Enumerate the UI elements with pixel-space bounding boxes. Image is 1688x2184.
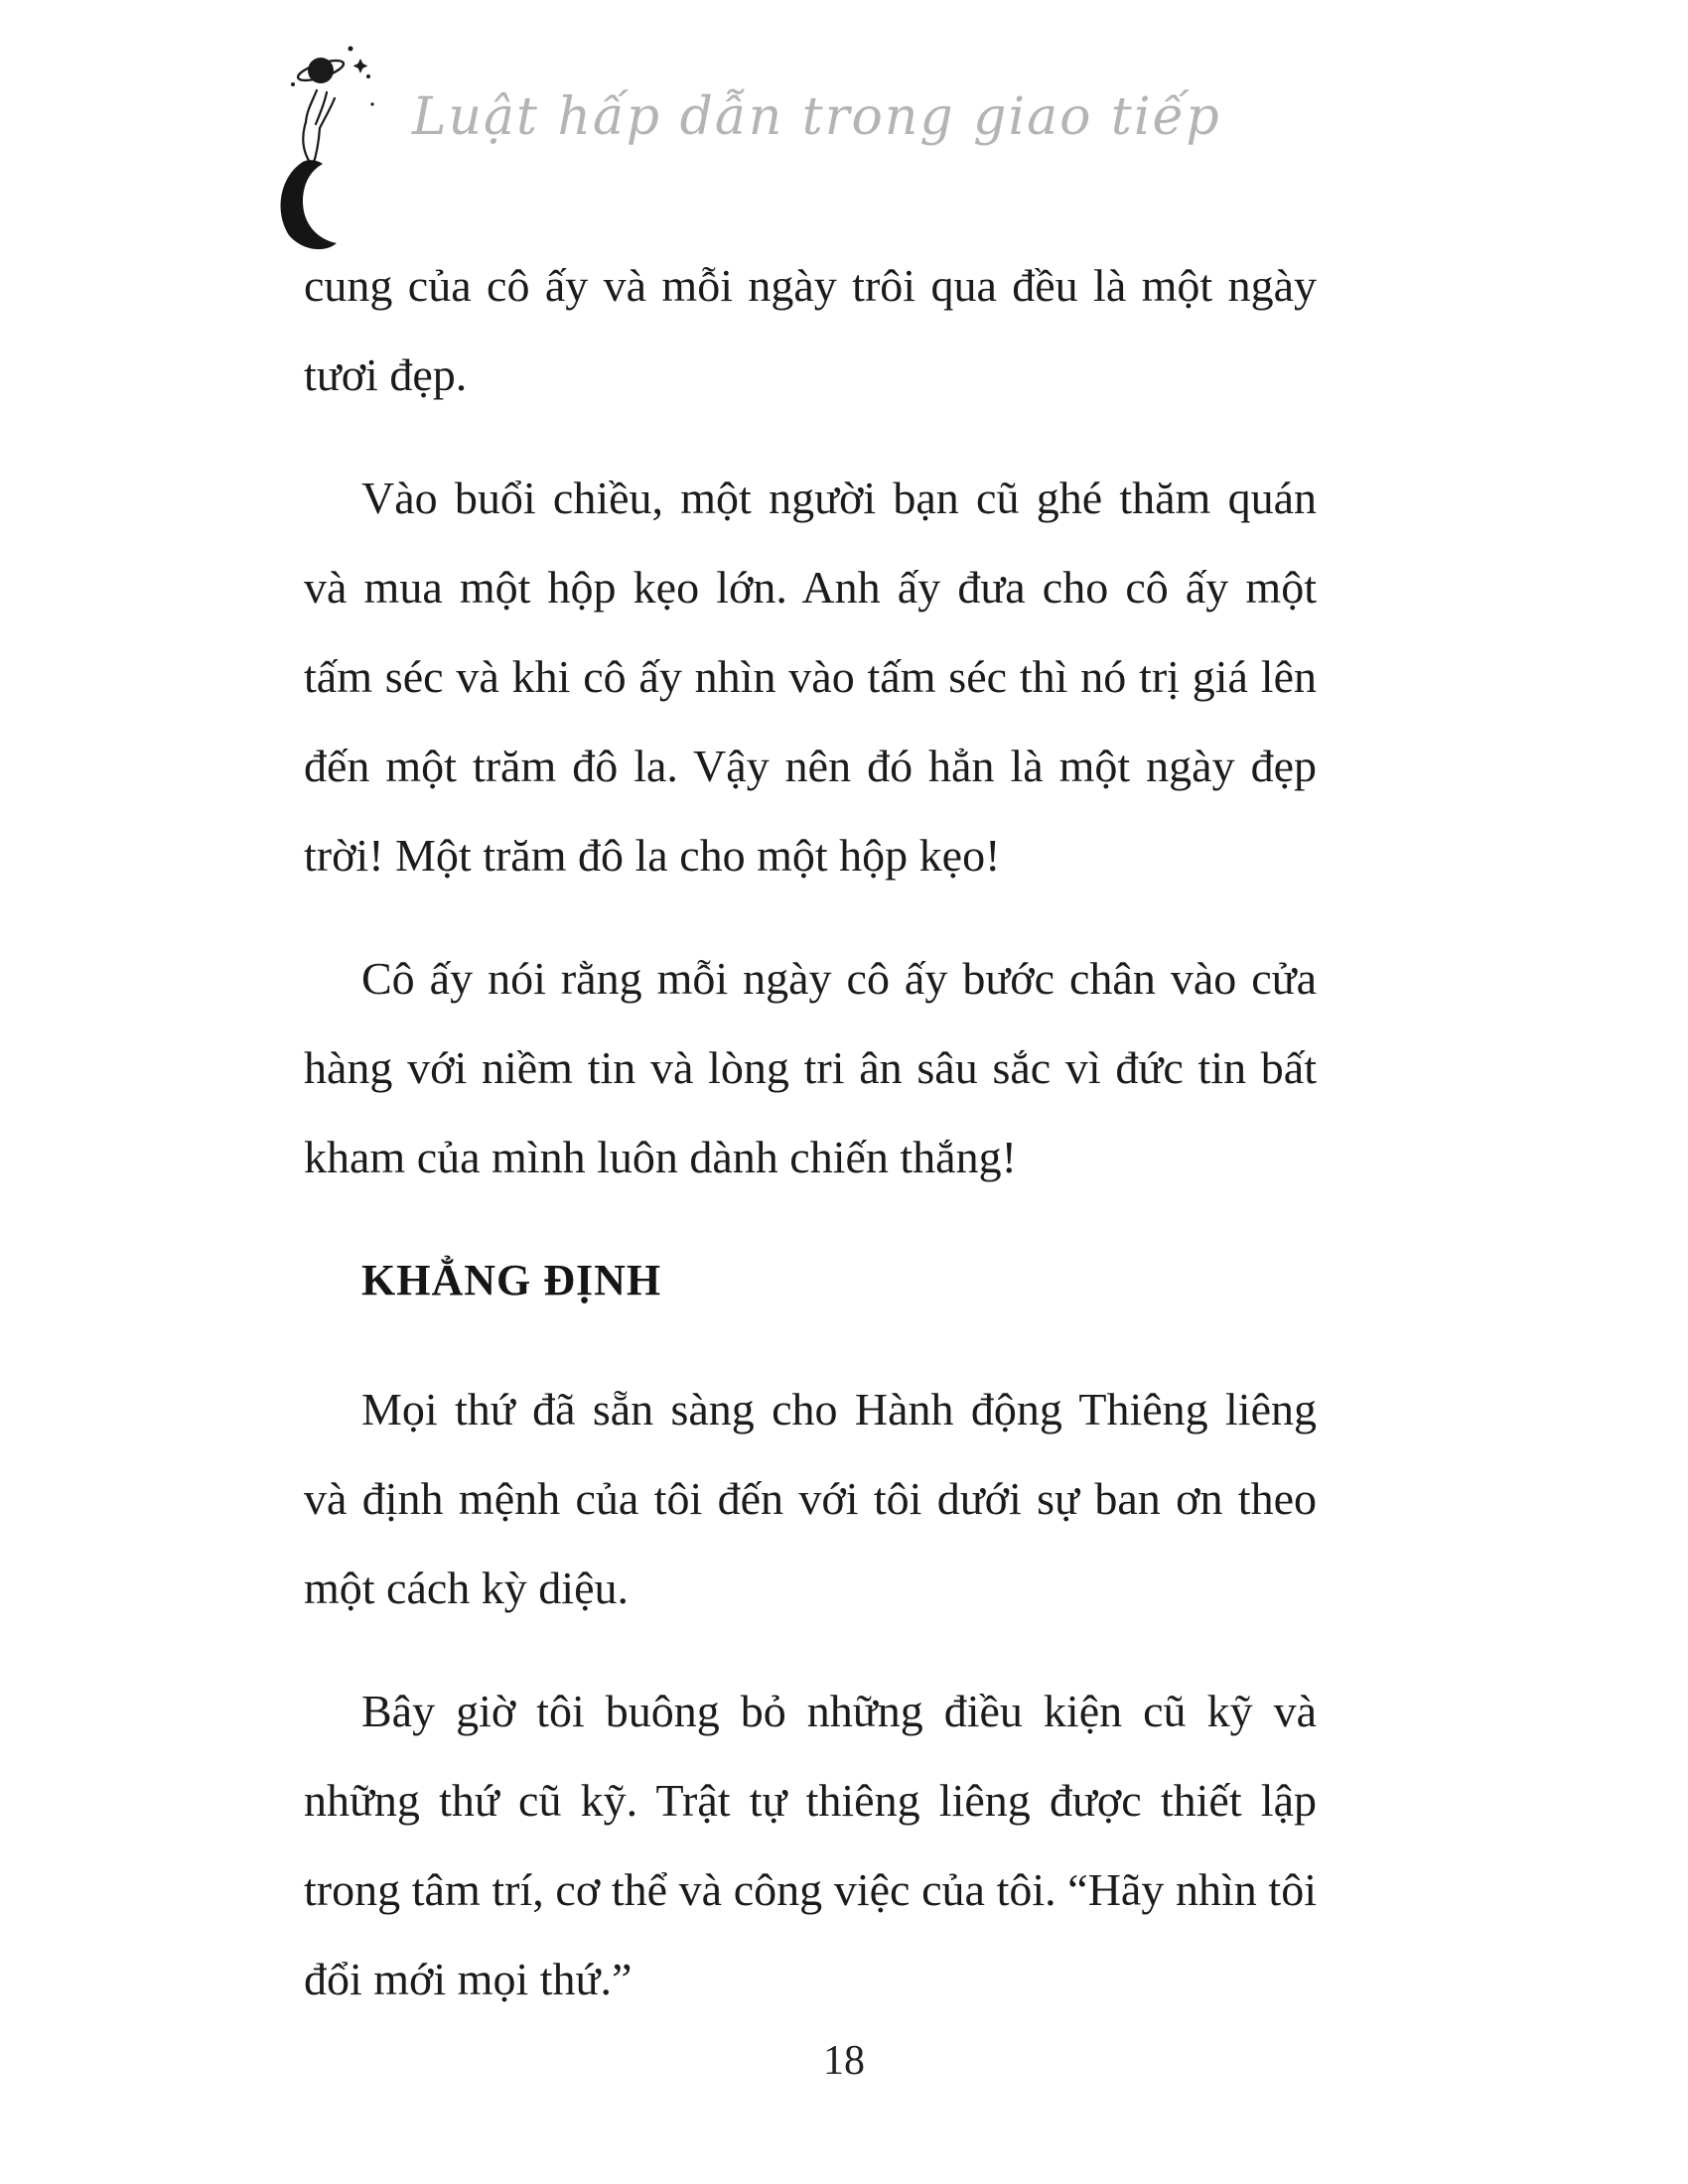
crescent-icon	[281, 160, 337, 249]
planet-icon	[296, 57, 346, 84]
paragraph: Cô ấy nói rằng mỗi ngày cô ấy bước chân vào cửa hàng với niềm tin và lòng tri ân sâu sắc vì đức tin bất kham của mình luôn dành chiến thắng!	[304, 953, 1317, 1182]
paragraph: cung của cô ấy và mỗi ngày trôi qua đều là một ngày tươi đẹp.	[304, 260, 1317, 400]
star-icons	[291, 47, 374, 106]
text-block	[304, 241, 1317, 2058]
paragraph: Mọi thứ đã sẵn sàng cho Hành động Thiêng liêng và định mệnh của tôi đến với tôi dưới sự ban ơn theo một cách kỳ diệu.	[304, 1384, 1317, 1613]
paragraph: Bây giờ tôi buông bỏ những điều kiện cũ kỹ và những thứ cũ kỹ. Trật tự thiêng liêng được thiết lập trong tâm trí, cơ thể và công việc của tôi. “Hãy nhìn tôi đổi mới mọi thứ.”	[304, 1686, 1317, 2004]
section-heading: KHẲNG ĐỊNH	[361, 1256, 662, 1304]
paragraph: Vào buổi chiều, một người bạn cũ ghé thăm quán và mua một hộp kẹo lớn. Anh ấy đưa cho cô ấy một tấm séc và khi cô ấy nhìn vào tấm séc thì nó trị giá lên đến một trăm đô la. Vậy nên đó hẳn là một ngày đẹp trời! Một trăm đô la cho một hộp kẹo!	[304, 473, 1317, 881]
page-number: 18	[823, 2038, 865, 2084]
hand-holding-planet-icon	[273, 35, 407, 258]
book-title-script: Luật hấp dẫn trong giao tiếp	[412, 87, 1221, 147]
hand-icon	[303, 90, 335, 166]
